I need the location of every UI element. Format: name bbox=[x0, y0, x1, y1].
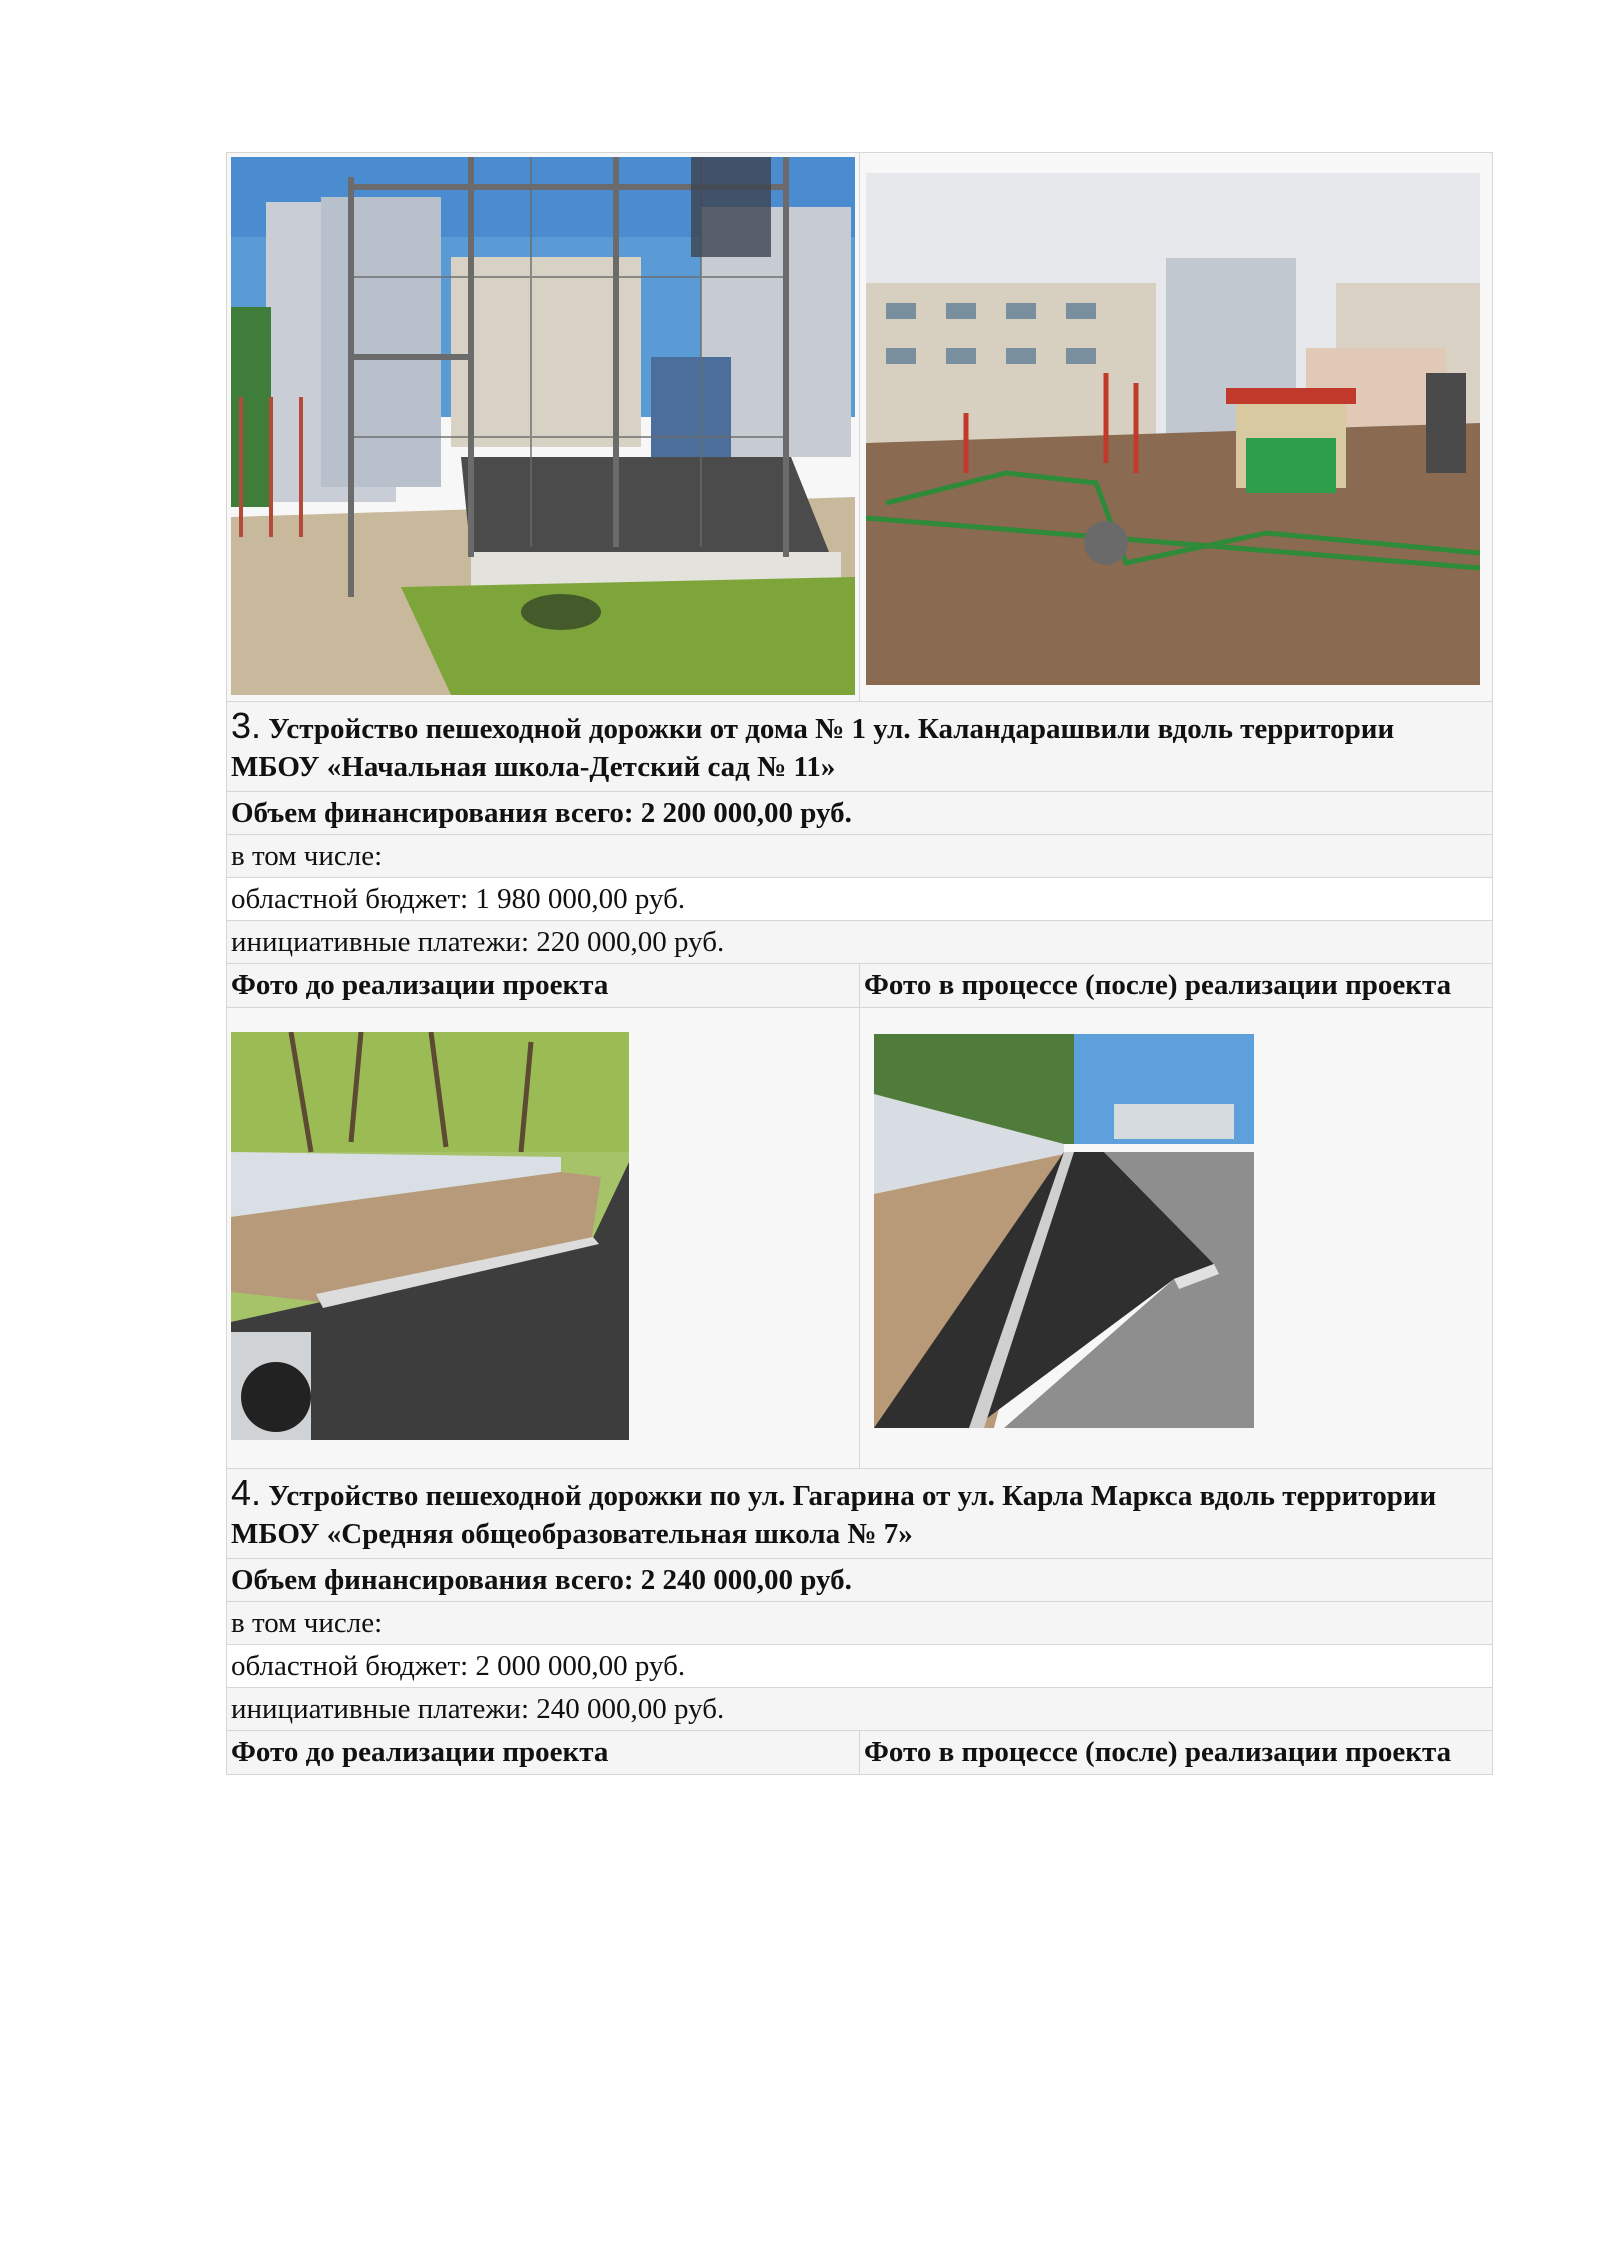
section-3-number: 3. bbox=[231, 705, 262, 746]
section-3-title-text: Устройство пешеходной дорожки от дома № 1 ул. Каландарашвили вдоль территории МБОУ «Начальная школа-Детский сад № 11» bbox=[231, 713, 1395, 783]
section-4-title-text: Устройство пешеходной дорожки по ул. Гагарина от ул. Карла Маркса вдоль территории МБОУ «Средняя общеобразовательная школа № 7» bbox=[231, 1480, 1437, 1550]
section-3-funding-total: Объем финансирования всего: 2 200 000,00 руб. bbox=[227, 792, 1493, 835]
project-table bbox=[226, 152, 1493, 1775]
photo-cell-after-playground bbox=[860, 153, 1493, 702]
photo-cell-before-playground bbox=[227, 153, 860, 702]
section-4-regional-budget: областной бюджет: 2 000 000,00 руб. bbox=[227, 1645, 1493, 1688]
section-3-regional-budget: областной бюджет: 1 980 000,00 руб. bbox=[227, 878, 1493, 921]
photo-playground bbox=[866, 173, 1480, 685]
section-3-title bbox=[227, 702, 1493, 792]
section-4-title-row bbox=[227, 1469, 1493, 1559]
section-3-photo-row bbox=[227, 1008, 1493, 1469]
section-4-photo-before-label: Фото до реализации проекта bbox=[227, 1731, 860, 1775]
photo-sports-court bbox=[231, 157, 855, 695]
section-3-initiative-payments: инициативные платежи: 220 000,00 руб. bbox=[227, 921, 1493, 964]
section-3-photo-after-cell bbox=[860, 1008, 1493, 1469]
section-4-funding-total: Объем финансирования всего: 2 240 000,00 руб. bbox=[227, 1559, 1493, 1602]
section-3-photo-before bbox=[231, 1032, 629, 1440]
section-4-title bbox=[227, 1469, 1493, 1559]
section-3-photo-before-cell bbox=[227, 1008, 860, 1469]
section-3-including: в том числе: bbox=[227, 835, 1493, 878]
section-4-photo-header-row bbox=[227, 1731, 1493, 1775]
section-3-title-row bbox=[227, 702, 1493, 792]
section-3-photo-before-label: Фото до реализации проекта bbox=[227, 964, 860, 1008]
section-3-photo-header-row bbox=[227, 964, 1493, 1008]
photo-row-previous bbox=[227, 153, 1493, 702]
section-4-initiative-payments: инициативные платежи: 240 000,00 руб. bbox=[227, 1688, 1493, 1731]
section-3-photo-after bbox=[874, 1034, 1254, 1428]
section-4-including: в том числе: bbox=[227, 1602, 1493, 1645]
document-page bbox=[226, 152, 1492, 1775]
section-3-photo-after-label: Фото в процессе (после) реализации проекта bbox=[860, 964, 1493, 1008]
section-4-photo-after-label: Фото в процессе (после) реализации проекта bbox=[860, 1731, 1493, 1775]
section-4-number: 4. bbox=[231, 1472, 262, 1513]
